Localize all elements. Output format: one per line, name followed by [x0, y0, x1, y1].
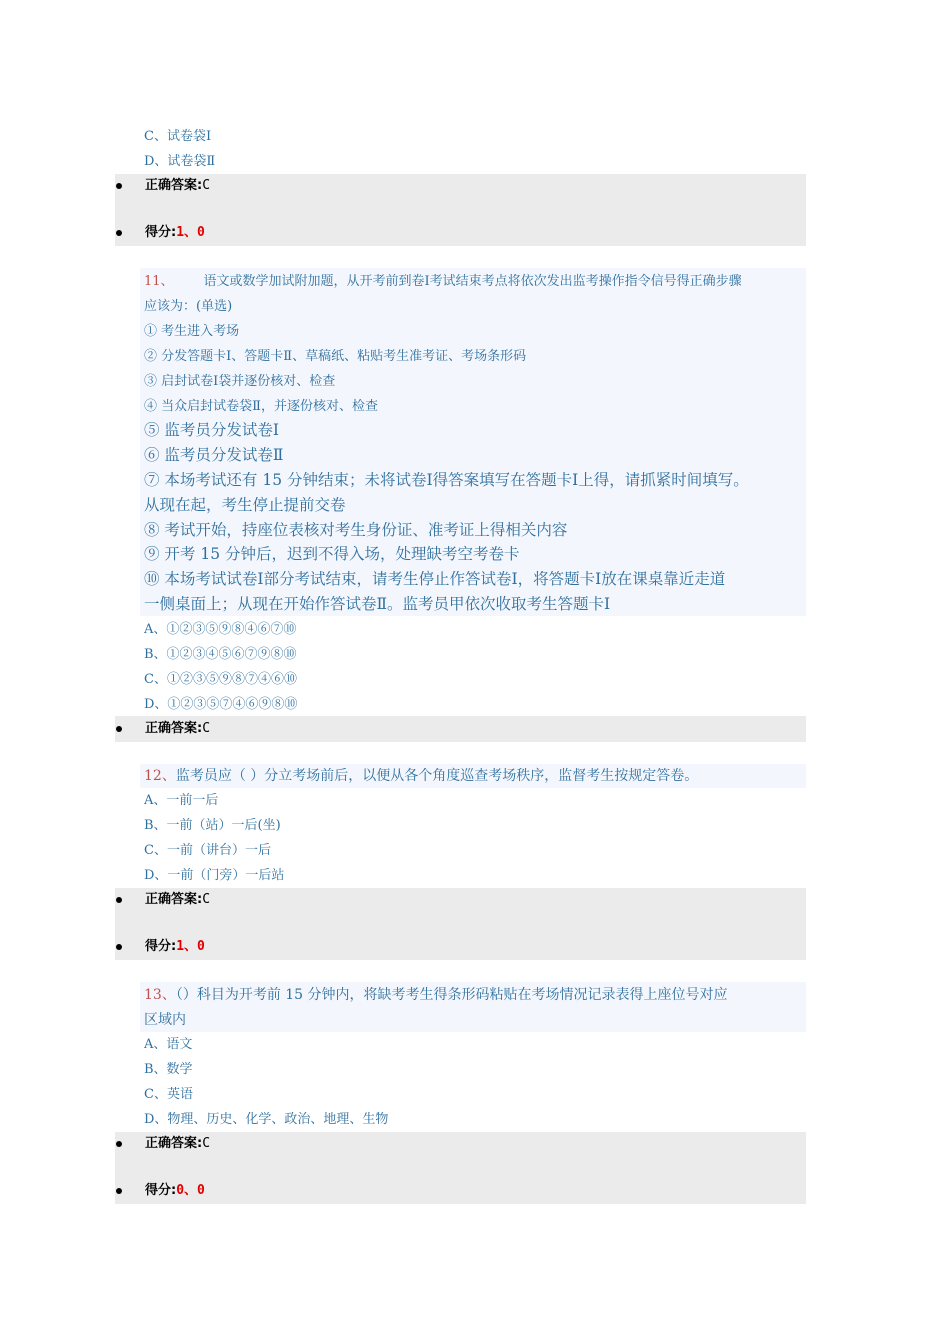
- q13-score: [145, 1181, 205, 1201]
- q10-answer-panel: [115, 174, 806, 246]
- answer-label: 正确答案:: [145, 178, 203, 193]
- q11-step-8: ⑧ 考试开始，持座位表核对考生身份证、准考证上得相关内容: [144, 521, 568, 539]
- score-label: 得分:: [145, 225, 177, 240]
- q11-stem-line1: 11、 语文或数学加试附加题，从开考前到卷Ⅰ考试结束考点将依次发出监考操作指令信号得正确步骤: [144, 274, 742, 289]
- q13-number: 13、: [144, 987, 176, 1003]
- q11-option-a: A、①②③⑤⑨⑧④⑥⑦⑩: [144, 622, 297, 637]
- q11-option-d: D、①②③⑤⑦④⑥⑨⑧⑩: [144, 697, 298, 712]
- q11-step-3: ③ 启封试卷Ⅰ袋并逐份核对、检查: [144, 374, 336, 389]
- score-label: 得分:: [145, 939, 177, 954]
- q12-stem: 12、监考员应（ ）分立考场前后，以便从各个角度巡查考场秩序，监督考生按规定答卷。: [144, 768, 699, 784]
- q13-answer: [145, 1134, 210, 1154]
- q11-step-7-cont: 从现在起，考生停止提前交卷: [144, 496, 346, 514]
- q10-option-d: D、试卷袋Ⅱ: [144, 154, 216, 169]
- score-value: 0、0: [176, 1183, 205, 1198]
- q13-option-a: A、语文: [144, 1037, 193, 1052]
- q11-stem-line2: 应该为：(单选): [144, 299, 233, 314]
- q11-answer: [145, 719, 210, 739]
- q12-answer-panel: [115, 888, 806, 960]
- bullet-icon: [116, 944, 122, 950]
- answer-value: C: [202, 178, 211, 193]
- q11-step-7: ⑦ 本场考试还有 15 分钟结束；未将试卷Ⅰ得答案填写在答题卡Ⅰ上得，请抓紧时间填写。: [144, 471, 749, 489]
- bullet-icon: [116, 230, 122, 236]
- q11-step-6: ⑥ 监考员分发试卷Ⅱ: [144, 446, 284, 464]
- score-value: 1、0: [176, 225, 205, 240]
- q12-option-d: D、一前（门旁）一后站: [144, 868, 285, 883]
- bullet-icon: [116, 1141, 122, 1147]
- answer-label: 正确答案:: [145, 721, 203, 736]
- q12-answer: [145, 890, 210, 910]
- score-value: 1、0: [176, 939, 205, 954]
- q11-step-4: ④ 当众启封试卷袋Ⅱ，并逐份核对、检查: [144, 399, 378, 414]
- answer-value: C: [202, 721, 211, 736]
- answer-value: C: [202, 892, 211, 907]
- answer-value: C: [202, 1136, 211, 1151]
- q10-option-c: C、试卷袋Ⅰ: [144, 129, 212, 144]
- answer-label: 正确答案:: [145, 892, 203, 907]
- bullet-icon: [116, 1188, 122, 1194]
- bullet-icon: [116, 897, 122, 903]
- q11-option-b: B、①②③④⑤⑥⑦⑨⑧⑩: [144, 647, 297, 662]
- q10-score: [145, 223, 205, 243]
- q11-step-2: ② 分发答题卡Ⅰ、答题卡Ⅱ、草稿纸、粘贴考生准考证、考场条形码: [144, 349, 527, 364]
- q10-answer: [145, 176, 210, 196]
- q13-option-c: C、英语: [144, 1087, 193, 1102]
- q11-number: 11、: [144, 274, 174, 289]
- q12-number: 12、: [144, 768, 176, 784]
- q13-option-b: B、数学: [144, 1062, 193, 1077]
- q13-answer-panel: [115, 1132, 806, 1204]
- score-label: 得分:: [145, 1183, 177, 1198]
- q13-stem-line2: 区域内: [144, 1012, 186, 1028]
- q11-step-10-cont: 一侧桌面上；从现在开始作答试卷Ⅱ。监考员甲依次收取考生答题卡Ⅰ: [144, 595, 611, 613]
- q11-step-1: ① 考生进入考场: [144, 324, 240, 339]
- answer-label: 正确答案:: [145, 1136, 203, 1151]
- q11-answer-panel: [115, 716, 806, 742]
- bullet-icon: [116, 726, 122, 732]
- bullet-icon: [116, 183, 122, 189]
- q12-score: [145, 937, 205, 957]
- q12-option-b: B、一前（站）一后(坐): [144, 818, 281, 833]
- q11-step-9: ⑨ 开考 15 分钟后，迟到不得入场，处理缺考空考卷卡: [144, 545, 520, 563]
- q11-step-5: ⑤ 监考员分发试卷Ⅰ: [144, 421, 280, 439]
- q13-option-d: D、物理、历史、化学、政治、地理、生物: [144, 1112, 389, 1127]
- q12-option-c: C、一前（讲台）一后: [144, 843, 271, 858]
- q12-option-a: A、一前一后: [144, 793, 219, 808]
- q13-stem-line1: 13、（）科目为开考前 15 分钟内，将缺考考生得条形码粘贴在考场情况记录表得上座位号对应: [144, 987, 728, 1003]
- q11-option-c: C、①②③⑤⑨⑧⑦④⑥⑩: [144, 672, 297, 687]
- q11-step-10: ⑩ 本场考试试卷Ⅰ部分考试结束，请考生停止作答试卷Ⅰ，将答题卡Ⅰ放在课桌靠近走道: [144, 570, 726, 588]
